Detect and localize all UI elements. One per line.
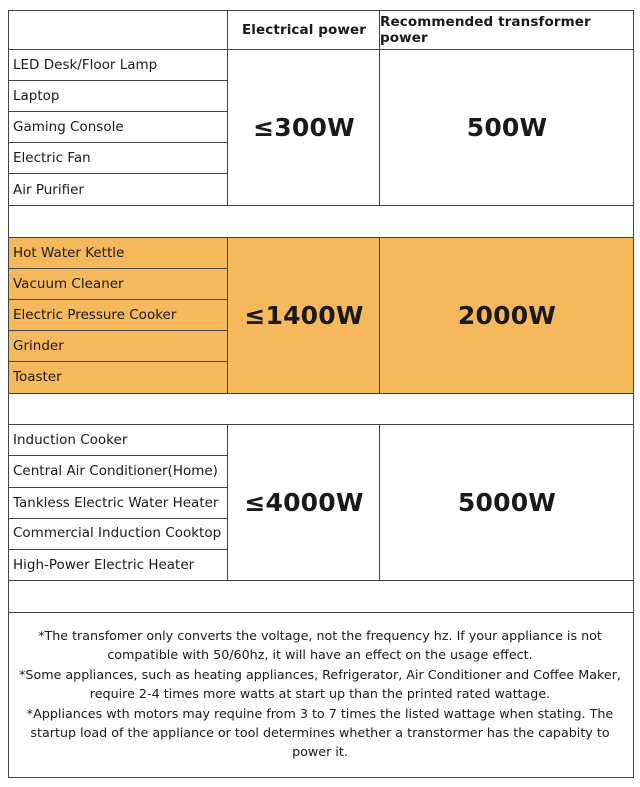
grid-line bbox=[227, 237, 228, 394]
grid-line bbox=[379, 10, 380, 206]
electrical-power-value: ≤4000W bbox=[244, 487, 364, 517]
appliance-item: LED Desk/Floor Lamp bbox=[13, 57, 158, 73]
appliance-item: Central Air Conditioner(Home) bbox=[13, 463, 218, 479]
grid-line bbox=[8, 424, 634, 425]
grid-line bbox=[8, 111, 228, 112]
appliance-item: Toaster bbox=[13, 369, 62, 385]
appliance-item: Gaming Console bbox=[13, 119, 124, 135]
grid-line bbox=[8, 518, 228, 519]
appliance-item: Vacuum Cleaner bbox=[13, 276, 124, 292]
note-frequency: *The transfomer only converts the voltage, not the frequency hz. If your appliance is not compatible with 50/60hz, it will have an effect on the usage effect. bbox=[38, 628, 602, 663]
note-startup-watts: *Some appliances, such as heating appliances, Refrigerator, Air Conditioner and Coffee Maker, require 2-4 times more watts at start up than the printed rated wattage. bbox=[19, 666, 621, 702]
appliance-item: Induction Cooker bbox=[13, 432, 128, 448]
grid-line bbox=[8, 455, 228, 456]
transformer-power-value: 500W bbox=[466, 113, 548, 142]
grid-line bbox=[8, 299, 228, 300]
appliance-item: Air Purifier bbox=[13, 182, 84, 198]
grid-line bbox=[379, 424, 380, 581]
transformer-power-value: 5000W bbox=[457, 487, 557, 517]
grid-line bbox=[8, 10, 9, 778]
appliance-item: Tankless Electric Water Heater bbox=[13, 495, 219, 511]
grid-line bbox=[8, 10, 634, 11]
appliance-item: Laptop bbox=[13, 88, 60, 104]
grid-line bbox=[8, 393, 634, 394]
appliance-item: Hot Water Kettle bbox=[13, 245, 125, 261]
grid-line bbox=[8, 549, 228, 550]
grid-line bbox=[8, 361, 228, 362]
note-motor-load: *Appliances wth motors may requine from 3 to 7 times the listed wattage when stating. The startup load of the appliance or tool determines whether a transtormer has the capabity to power it. bbox=[26, 705, 614, 760]
appliance-item: High-Power Electric Heater bbox=[13, 557, 195, 573]
electrical-power-value: ≤1400W bbox=[244, 300, 364, 330]
grid-line bbox=[8, 80, 228, 81]
grid-line bbox=[8, 205, 634, 206]
grid-line bbox=[227, 10, 228, 206]
grid-line bbox=[8, 580, 634, 581]
grid-line bbox=[633, 10, 634, 778]
grid-line bbox=[8, 777, 634, 778]
grid-line bbox=[8, 142, 228, 143]
notes-block bbox=[12, 626, 628, 762]
grid-line bbox=[8, 237, 634, 238]
transformer-power-value: 2000W bbox=[457, 300, 557, 330]
header-electrical-power: Electrical power bbox=[241, 22, 366, 38]
grid-line bbox=[8, 330, 228, 331]
appliance-item: Grinder bbox=[13, 338, 64, 354]
electrical-power-value: ≤300W bbox=[253, 113, 355, 142]
appliance-item: Electric Pressure Cooker bbox=[13, 307, 177, 323]
grid-line bbox=[8, 173, 228, 174]
grid-line bbox=[8, 49, 634, 50]
appliance-item: Commercial Induction Cooktop bbox=[13, 525, 222, 541]
grid-line bbox=[227, 424, 228, 581]
header-recommended-transformer-power: Recommended transformer power bbox=[380, 14, 591, 46]
appliance-item: Electric Fan bbox=[13, 150, 91, 166]
grid-line bbox=[8, 268, 228, 269]
grid-line bbox=[379, 237, 380, 394]
grid-line bbox=[8, 612, 634, 613]
grid-line bbox=[8, 487, 228, 488]
